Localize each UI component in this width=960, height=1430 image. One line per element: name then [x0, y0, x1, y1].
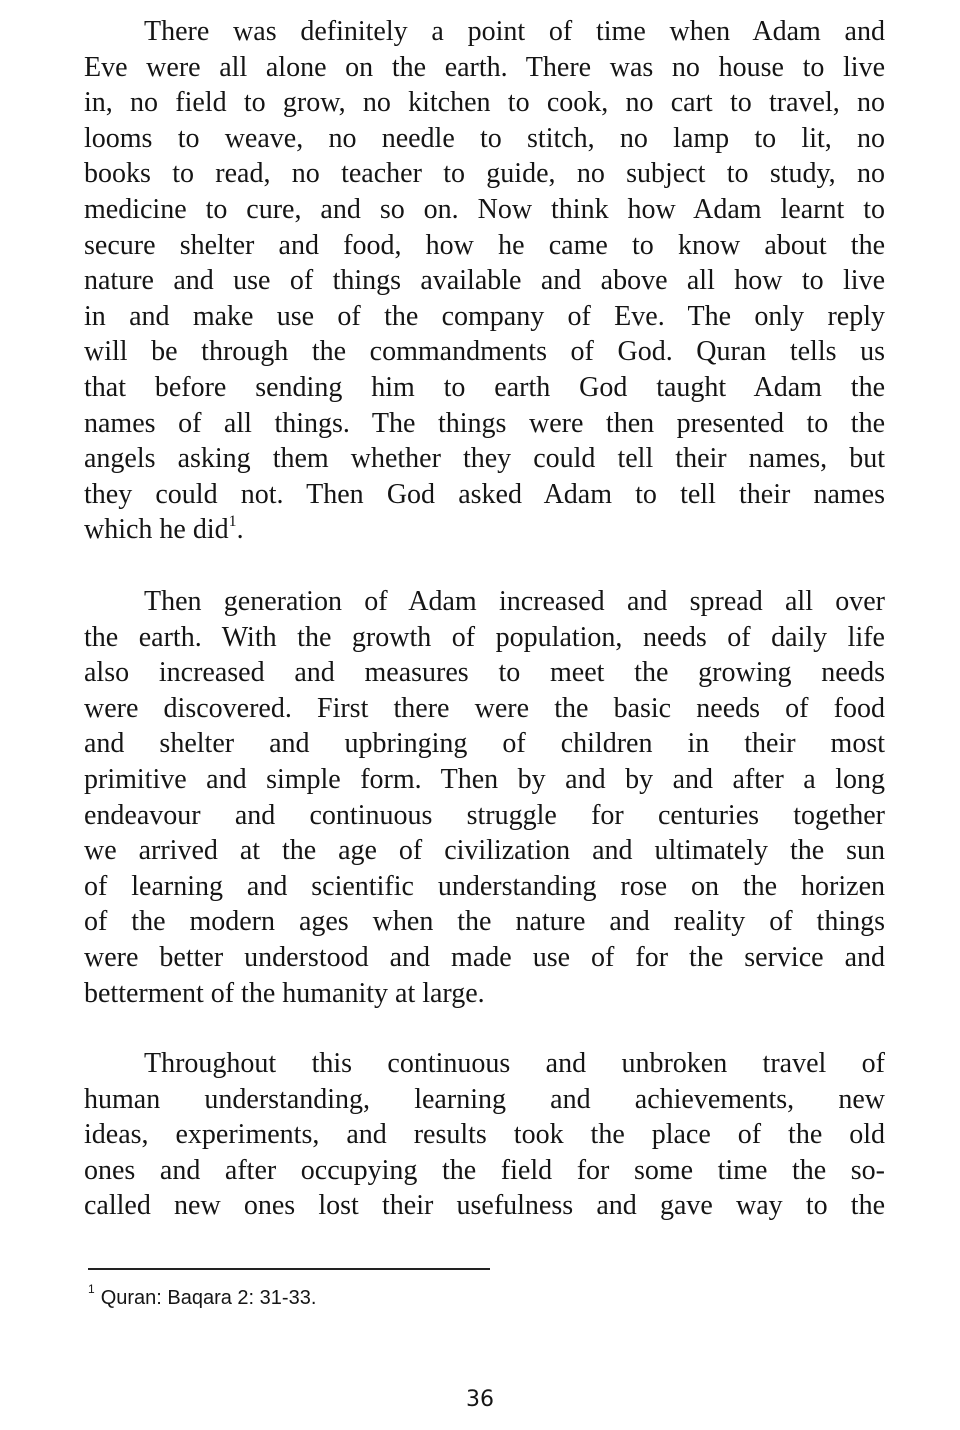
- footnote-reference[interactable]: 1: [228, 512, 237, 530]
- text-line: names of all things. The things were then presented to the: [84, 407, 885, 439]
- text-line: of the modern ages when the nature and reality of things: [84, 906, 885, 938]
- text-line: were discovered. First there were the basic needs of food: [84, 692, 885, 724]
- footnote-text: Quran: Baqara 2: 31-33.: [100, 1287, 317, 1309]
- text-line-last: [84, 512, 885, 548]
- text-line: nature and use of things available and above all how to live: [84, 265, 885, 297]
- text-line: looms to weave, no needle to stitch, no lamp to lit, no: [84, 122, 885, 154]
- text-line: Then generation of Adam increased and spread all over: [144, 586, 885, 617]
- footnote: [88, 1282, 317, 1311]
- text-line: also increased and measures to meet the growing needs: [84, 657, 885, 689]
- text-line-last: betterment of the humanity at large.: [84, 977, 485, 1009]
- text-line: angels asking them whether they could tell their names, but: [84, 443, 885, 475]
- paragraph-1: [84, 14, 885, 548]
- footnote-divider: [88, 1268, 490, 1270]
- text-line: of learning and scientific understanding rose on the horizen: [84, 870, 885, 902]
- text-line: human understanding, learning and achievements, new: [84, 1083, 885, 1115]
- footnote-marker: 1: [88, 1282, 95, 1297]
- text-line: the earth. With the growth of population, needs of daily life: [84, 621, 885, 653]
- page-number: 36: [466, 1387, 494, 1412]
- text-line: books to read, no teacher to guide, no subject to study, no: [84, 158, 885, 190]
- end-punctuation: .: [236, 514, 244, 546]
- text-line: ones and after occupying the field for some time the so-: [84, 1154, 885, 1186]
- text-line: primitive and simple form. Then by and by and after a long: [84, 763, 885, 795]
- text-line: Eve were all alone on the earth. There was no house to live: [84, 51, 885, 83]
- text-line: ideas, experiments, and results took the place of the old: [84, 1119, 885, 1151]
- text-line: that before sending him to earth God taught Adam the: [84, 371, 885, 403]
- text-line: called new ones lost their usefulness and gave way to the: [84, 1190, 885, 1222]
- text-line-content: which he did: [84, 514, 229, 546]
- text-line: Throughout this continuous and unbroken travel of: [144, 1048, 885, 1079]
- text-line: and shelter and upbringing of children in their most: [84, 728, 885, 760]
- text-line: will be through the commandments of God. Quran tells us: [84, 336, 885, 368]
- text-line: in and make use of the company of Eve. The only reply: [84, 300, 885, 332]
- text-line: There was definitely a point of time when Adam and: [144, 16, 885, 47]
- text-line: in, no field to grow, no kitchen to cook, no cart to travel, no: [84, 87, 885, 119]
- text-line: secure shelter and food, how he came to know about the: [84, 229, 885, 261]
- paragraph-3: [84, 1046, 885, 1224]
- text-line: endeavour and continuous struggle for centuries together: [84, 799, 885, 831]
- text-line: medicine to cure, and so on. Now think how Adam learnt to: [84, 193, 885, 225]
- paragraph-2: [84, 584, 885, 1011]
- text-line: they could not. Then God asked Adam to tell their names: [84, 478, 885, 510]
- text-line: were better understood and made use of for the service and: [84, 941, 885, 973]
- text-line: we arrived at the age of civilization and ultimately the sun: [84, 835, 885, 867]
